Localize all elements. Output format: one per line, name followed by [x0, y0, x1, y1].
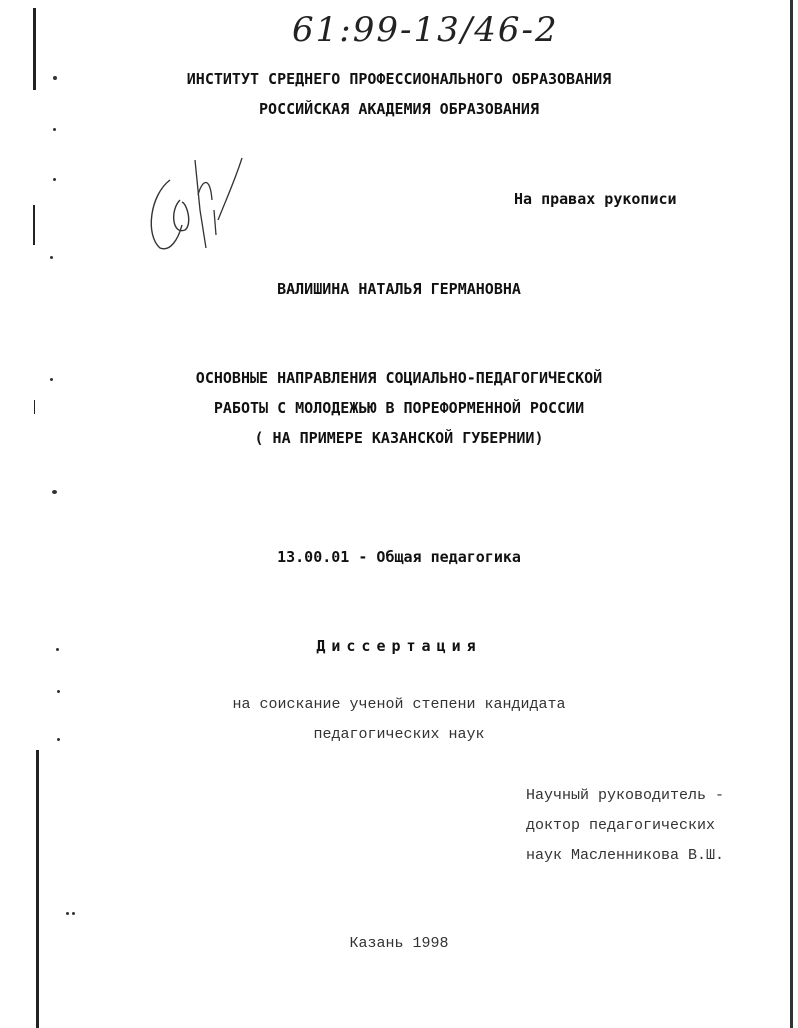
scan-edge-mark: [790, 0, 793, 1028]
degree-line: педагогических наук: [313, 726, 485, 743]
scan-edge-mark: [36, 750, 39, 1028]
degree-line: на соискание ученой степени кандидата: [232, 696, 566, 713]
supervisor-line: наук Масленникова В.Ш.: [526, 847, 725, 864]
dissertation-title-line: РАБОТЫ С МОЛОДЕЖЬЮ В ПОРЕФОРМЕННОЙ РОССИИ: [213, 399, 585, 417]
scan-speck: [57, 690, 60, 693]
academy-name: РОССИЙСКАЯ АКАДЕМИЯ ОБРАЗОВАНИЯ: [259, 100, 539, 118]
scan-edge-mark: [33, 205, 35, 245]
scan-speck: [53, 178, 56, 181]
archive-number: 61:99-13/46-2: [292, 10, 559, 50]
institute-name: ИНСТИТУТ СРЕДНЕГО ПРОФЕССИОНАЛЬНОГО ОБРАЗОВАНИЯ: [186, 70, 612, 88]
dissertation-title-line: ( НА ПРИМЕРЕ КАЗАНСКОЙ ГУБЕРНИИ): [254, 429, 544, 447]
signature: [140, 140, 250, 260]
supervisor-line: Научный руководитель -: [526, 787, 725, 804]
document-type: Диссертация: [316, 637, 482, 655]
scan-speck: [53, 128, 56, 131]
scan-speck: [66, 912, 69, 915]
manuscript-rights: На правах рукописи: [514, 190, 677, 208]
scan-speck: [72, 912, 75, 915]
dissertation-title-line: ОСНОВНЫЕ НАПРАВЛЕНИЯ СОЦИАЛЬНО-ПЕДАГОГИЧЕСКОЙ: [195, 369, 603, 387]
place-year: Казань 1998: [349, 935, 449, 952]
supervisor-line: доктор педагогических: [526, 817, 716, 834]
scan-speck: [50, 256, 53, 259]
author-name: ВАЛИШИНА НАТАЛЬЯ ГЕРМАНОВНА: [277, 280, 521, 298]
scan-speck: [52, 490, 57, 494]
specialty-code: 13.00.01 - Общая педагогика: [277, 548, 521, 566]
